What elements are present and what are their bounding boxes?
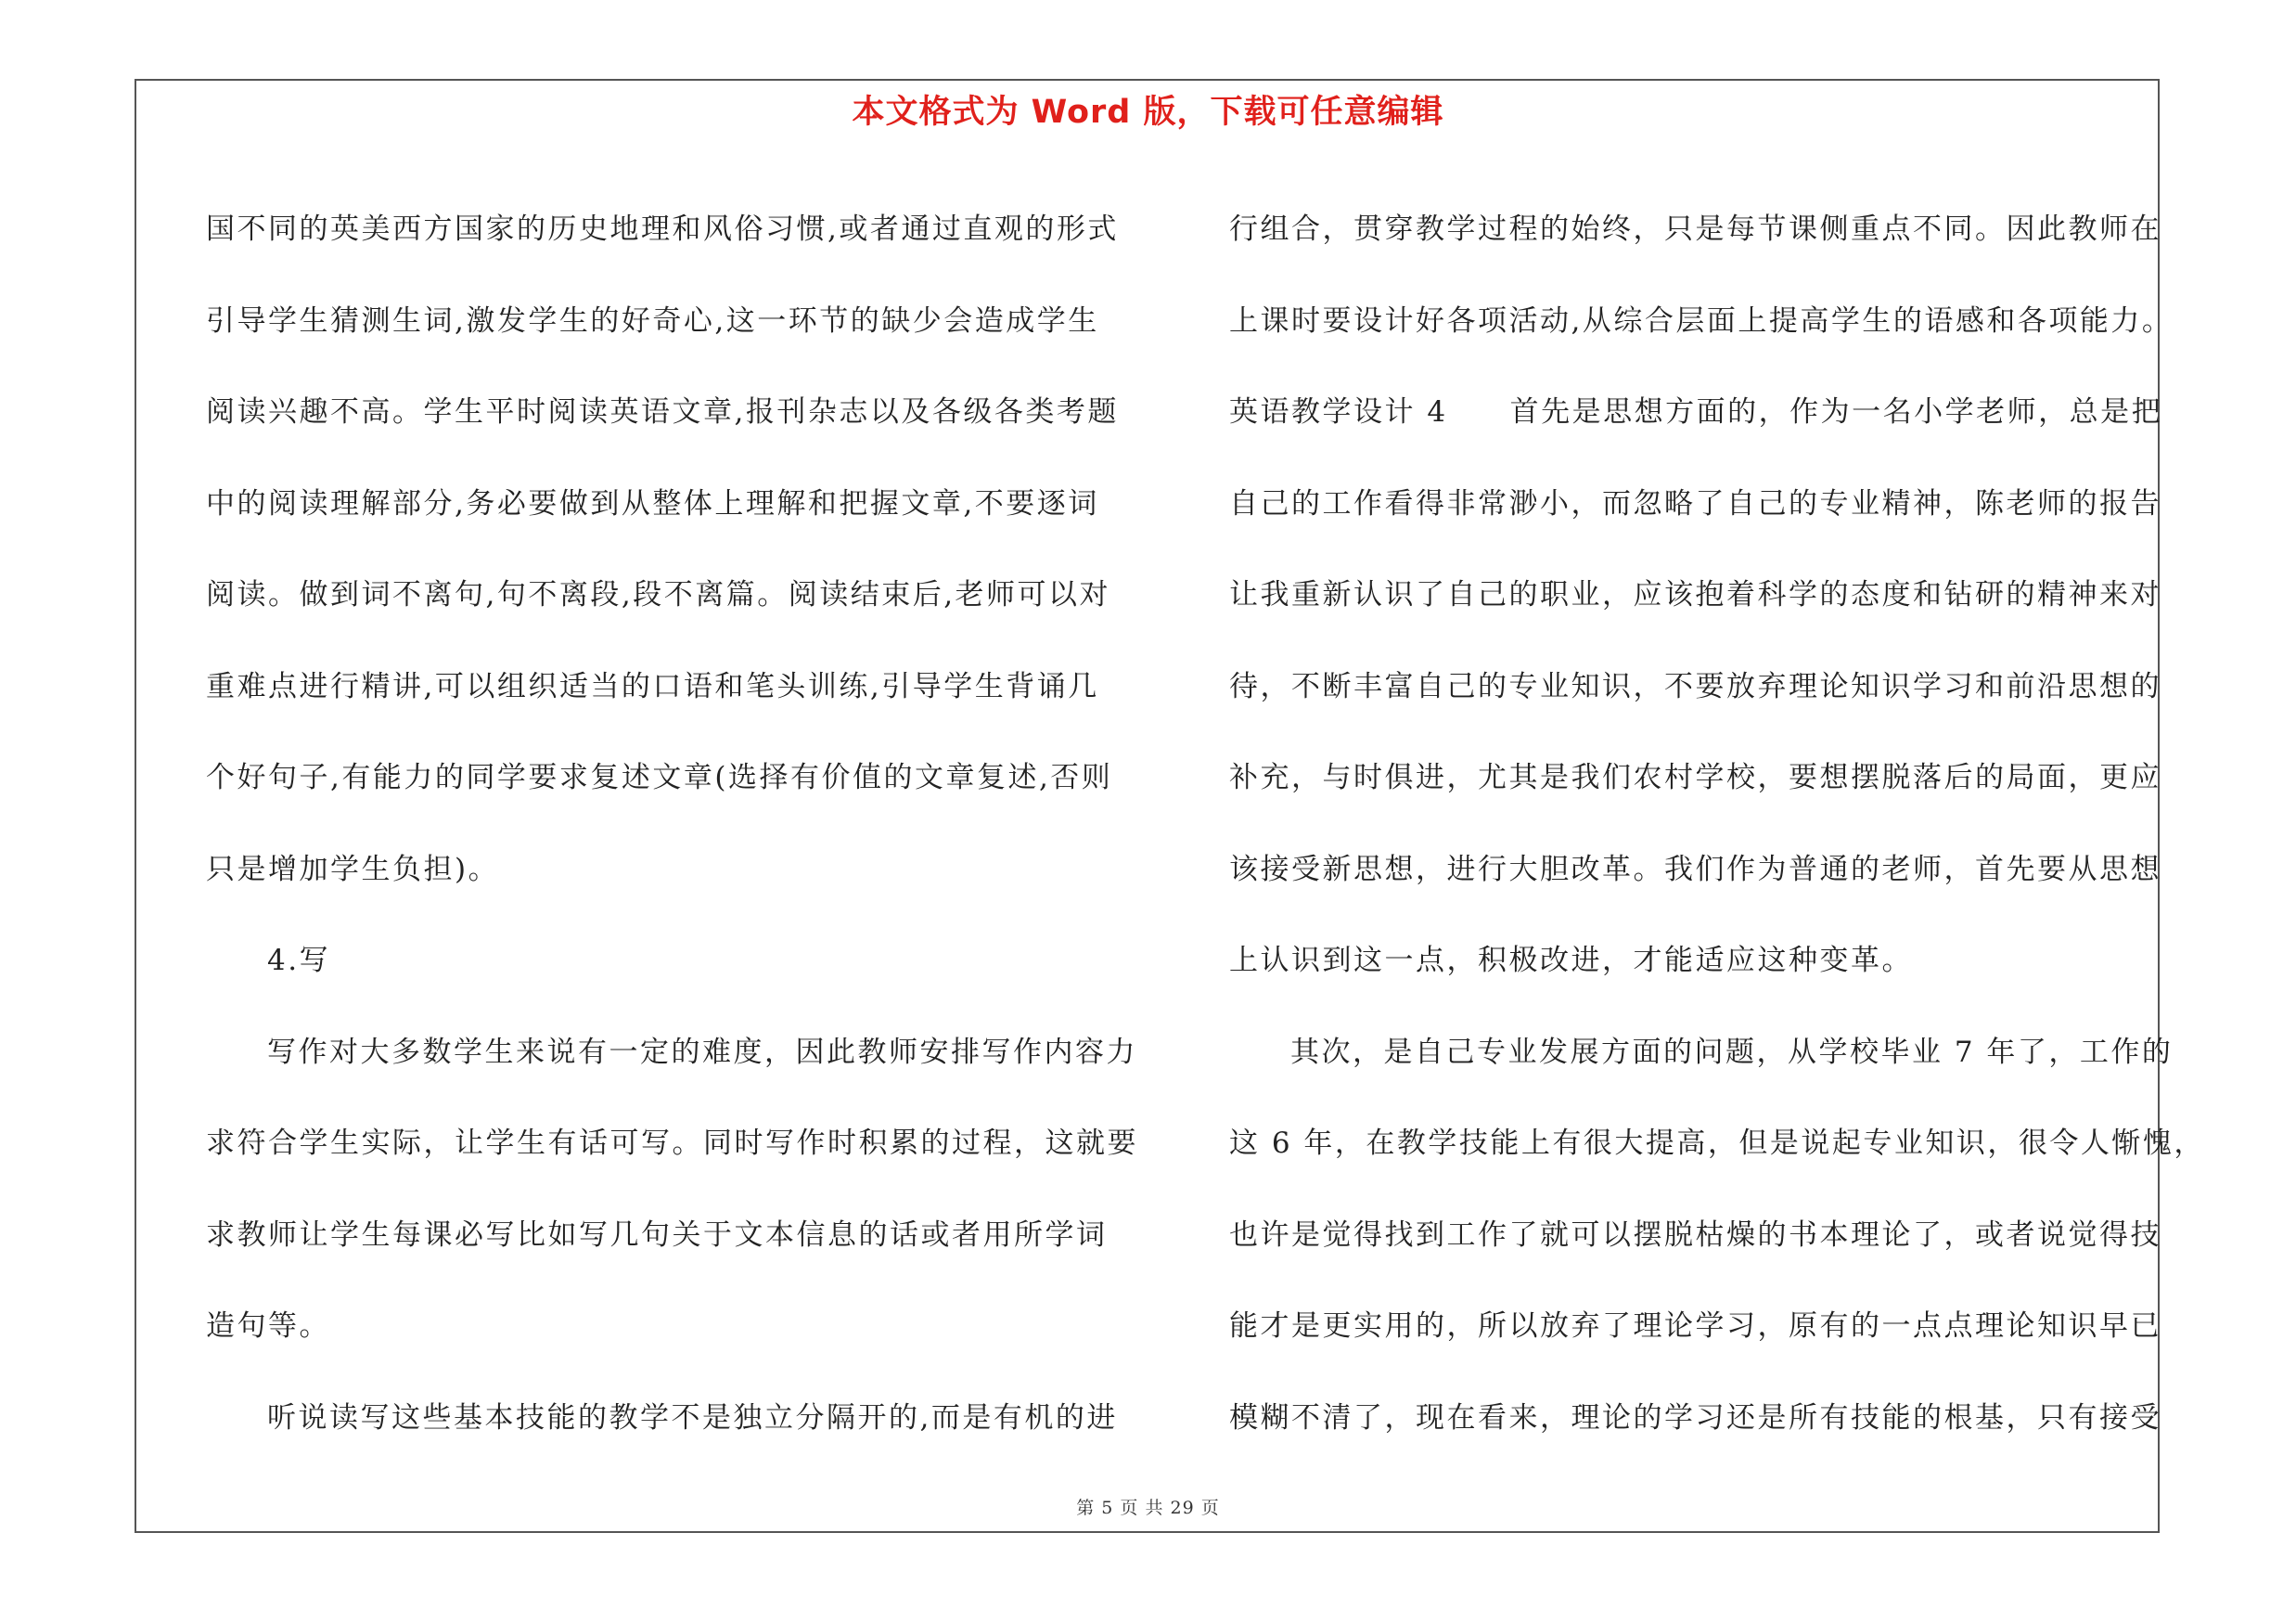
text-line: 上认识到这一点，积极改进，才能适应这种变革。 xyxy=(1229,944,1913,977)
text-line: 写作对大多数学生来说有一定的难度，因此教师安排写作内容力 xyxy=(267,1035,1137,1069)
text-line: 阅读。做到词不离句,句不离段,段不离篇。阅读结束后,老师可以对 xyxy=(206,578,1111,612)
text-line: 其次，是自己专业发展方面的问题，从学校毕业 7 年了，工作的 xyxy=(1290,1035,2174,1069)
text-line: 英语教学设计 4 首先是思想方面的，作为一名小学老师，总是把 xyxy=(1229,395,2163,429)
text-line: 造句等。 xyxy=(206,1309,330,1343)
page-number-footer: 第 5 页 共 29 页 xyxy=(1076,1498,1220,1518)
text-line: 重难点进行精讲,可以组织适当的口语和笔头训练,引导学生背诵几 xyxy=(206,669,1099,703)
text-line: 国不同的英美西方国家的历史地理和风俗习惯,或者通过直观的形式 xyxy=(206,213,1119,246)
text-line: 自己的工作看得非常渺小，而忽略了自己的专业精神，陈老师的报告 xyxy=(1229,486,2161,521)
text-line: 个好句子,有能力的同学要求复述文章(选择有价值的文章复述,否则 xyxy=(206,761,1113,794)
text-line: 模糊不清了，现在看来，理论的学习还是所有技能的根基，只有接受 xyxy=(1229,1400,2161,1435)
text-line: 中的阅读理解部分,务必要做到从整体上理解和把握文章,不要逐词 xyxy=(206,486,1099,521)
text-line: 行组合，贯穿教学过程的始终，只是每节课侧重点不同。因此教师在 xyxy=(1229,213,2161,246)
text-line: 求符合学生实际，让学生有话可写。同时写作时积累的过程，这就要 xyxy=(206,1127,1138,1160)
text-line: 只是增加学生负担)。 xyxy=(206,852,500,886)
text-line: 该接受新思想，进行大胆改革。我们作为普通的老师，首先要从思想 xyxy=(1229,852,2161,886)
text-line: 让我重新认识了自己的职业，应该抱着科学的态度和钻研的精神来对 xyxy=(1229,578,2161,612)
left-text-column xyxy=(206,184,1138,1463)
text-line: 也许是觉得找到工作了就可以摆脱枯燥的书本理论了，或者说觉得技 xyxy=(1229,1217,2161,1252)
text-line: 求教师让学生每课必写比如写几句关于文本信息的话或者用所学词 xyxy=(206,1217,1108,1252)
section-heading: 4.写 xyxy=(267,944,331,977)
format-banner: 本文格式为 Word 版，下载可任意编辑 xyxy=(852,94,1444,131)
text-line: 补充，与时俱进，尤其是我们农村学校，要想摆脱落后的局面，更应 xyxy=(1229,761,2161,794)
text-line: 听说读写这些基本技能的教学不是独立分隔开的,而是有机的进 xyxy=(267,1400,1118,1435)
text-line: 阅读兴趣不高。学生平时阅读英语文章,报刊杂志以及各级各类考题 xyxy=(206,395,1119,429)
text-line: 待，不断丰富自己的专业知识，不要放弃理论知识学习和前沿思想的 xyxy=(1229,669,2161,703)
text-line: 引导学生猜测生词,激发学生的好奇心,这一环节的缺少会造成学生 xyxy=(206,303,1099,338)
text-line: 能才是更实用的，所以放弃了理论学习，原有的一点点理论知识早已 xyxy=(1229,1309,2161,1343)
text-line: 上课时要设计好各项活动,从综合层面上提高学生的语感和各项能力。 xyxy=(1229,303,2174,338)
text-line: 这 6 年，在教学技能上有很大提高，但是说起专业知识，很令人惭愧， xyxy=(1229,1127,2205,1160)
right-text-column xyxy=(1229,184,2205,1463)
